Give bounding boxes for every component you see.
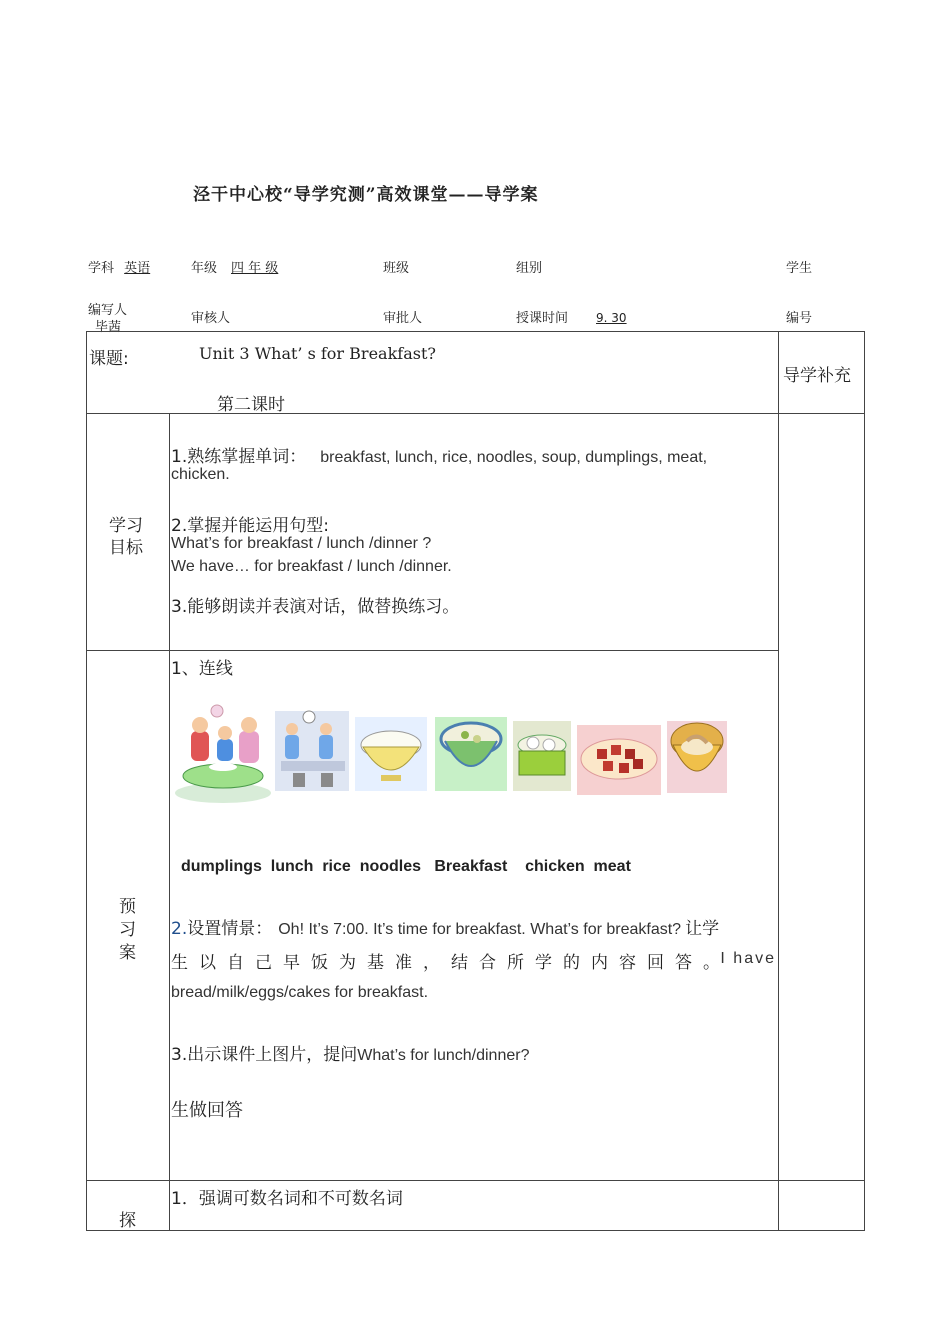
goal-2-sentence-1: What’s for breakfast / lunch /dinner ? bbox=[171, 535, 432, 552]
preview-label-cell bbox=[87, 651, 170, 1181]
exercise-2-english: Oh! It’s 7:00. It’s time for breakfast. What’s for breakfast? bbox=[278, 921, 682, 938]
group-label: 组别 bbox=[516, 261, 543, 276]
exercise-3 bbox=[171, 1040, 529, 1065]
goals-label-line1: 学习 bbox=[109, 516, 143, 536]
time-field bbox=[516, 307, 629, 326]
supplement-label: 导学补充 bbox=[783, 366, 851, 386]
noodles-bowl-image bbox=[435, 717, 507, 791]
preview-row bbox=[87, 651, 865, 1181]
preview-label-char-2: 习 bbox=[119, 920, 136, 940]
time-label: 授课时间 bbox=[516, 311, 569, 326]
number-label: 编号 bbox=[786, 311, 813, 326]
topic-label: 课题: bbox=[89, 349, 129, 369]
exercise-3-answer: 生做回答 bbox=[171, 1100, 243, 1121]
food-picture-strip bbox=[173, 701, 738, 811]
exercise-3-chinese: 3.出示课件上图片，提问 bbox=[171, 1045, 358, 1065]
explore-supplement-cell bbox=[779, 1181, 865, 1231]
exercise-2-answer-start: I have bbox=[720, 950, 776, 967]
supplement-cell bbox=[779, 414, 865, 1181]
grade-label: 年级 bbox=[191, 261, 218, 276]
grade-field bbox=[191, 257, 280, 276]
explore-content-cell bbox=[170, 1181, 779, 1231]
dumplings-steamer-image bbox=[513, 721, 571, 791]
meat-plate-image bbox=[577, 725, 661, 795]
exercise-2-chinese: 生以自己早饭为基准，结合所学的内容回答。 bbox=[171, 953, 731, 973]
exercise-2-line1 bbox=[171, 914, 719, 939]
goals-label-cell bbox=[87, 414, 170, 651]
supplement-header-cell bbox=[779, 332, 865, 414]
goal-2-title: 2.掌握并能运用句型: bbox=[171, 516, 329, 536]
family-breakfast-image bbox=[175, 705, 271, 803]
rice-bowl-image bbox=[355, 717, 427, 791]
goals-content-cell bbox=[170, 414, 779, 651]
exercise-1-title: 1、连线 bbox=[171, 659, 233, 679]
topic-cell bbox=[87, 332, 779, 414]
matching-words: dumplings lunch rice noodles Breakfast chicken meat bbox=[181, 858, 631, 875]
preview-label-char-3: 案 bbox=[119, 943, 136, 963]
chicken-pot-image bbox=[667, 721, 727, 793]
grade-value: 四 年 级 bbox=[231, 261, 279, 276]
school-lunch-image bbox=[275, 711, 349, 791]
exercise-3-english: What’s for lunch/dinner? bbox=[357, 1047, 530, 1064]
unit-title: Unit 3 What’ s for Breakfast? bbox=[199, 344, 436, 363]
explore-item-1: 1．强调可数名词和不可数名词 bbox=[171, 1189, 403, 1209]
goal-3: 3.能够朗读并表演对话，做替换练习。 bbox=[171, 597, 460, 617]
explore-row bbox=[87, 1181, 865, 1231]
reviewer-label: 审核人 bbox=[191, 311, 231, 326]
goal-2-sentence-2: We have… for breakfast / lunch /dinner. bbox=[171, 558, 452, 575]
writer-value: 毕茜 bbox=[95, 320, 122, 335]
goal-1-words: breakfast, lunch, rice, noodles, soup, dumplings, meat, bbox=[320, 449, 708, 466]
exercise-2-tail: 让学 bbox=[685, 919, 720, 939]
page-title: 泾干中心校“导学究测”高效课堂——导学案 bbox=[193, 185, 539, 205]
goals-label-line2: 目标 bbox=[109, 538, 143, 558]
preview-content-cell bbox=[170, 651, 779, 1181]
exercise-2-line2 bbox=[171, 948, 776, 973]
subject-value: 英语 bbox=[124, 261, 151, 276]
goal-1-prefix: 1.熟练掌握单词： bbox=[171, 447, 307, 467]
explore-label: 探 bbox=[119, 1211, 136, 1231]
time-value: 9. 30 bbox=[596, 311, 627, 325]
subject-field bbox=[88, 257, 150, 276]
approver-label: 审批人 bbox=[383, 311, 423, 326]
goals-row bbox=[87, 414, 865, 651]
goal-1-line1 bbox=[171, 442, 707, 467]
exercise-2-label: 设置情景： bbox=[187, 919, 273, 939]
preview-label-char-1: 预 bbox=[119, 897, 136, 917]
writer-label: 编写人 bbox=[88, 303, 128, 318]
subject-label: 学科 bbox=[88, 261, 115, 276]
class-label: 班级 bbox=[383, 261, 410, 276]
lesson-number: 第二课时 bbox=[217, 395, 285, 415]
topic-row bbox=[87, 332, 865, 414]
exercise-2-number: 2. bbox=[171, 919, 188, 939]
goal-1-line2: chicken. bbox=[171, 466, 230, 483]
exercise-2-line3: bread/milk/eggs/cakes for breakfast. bbox=[171, 984, 429, 1001]
explore-label-cell bbox=[87, 1181, 170, 1231]
lesson-table bbox=[86, 331, 865, 1231]
student-label: 学生 bbox=[786, 261, 813, 276]
